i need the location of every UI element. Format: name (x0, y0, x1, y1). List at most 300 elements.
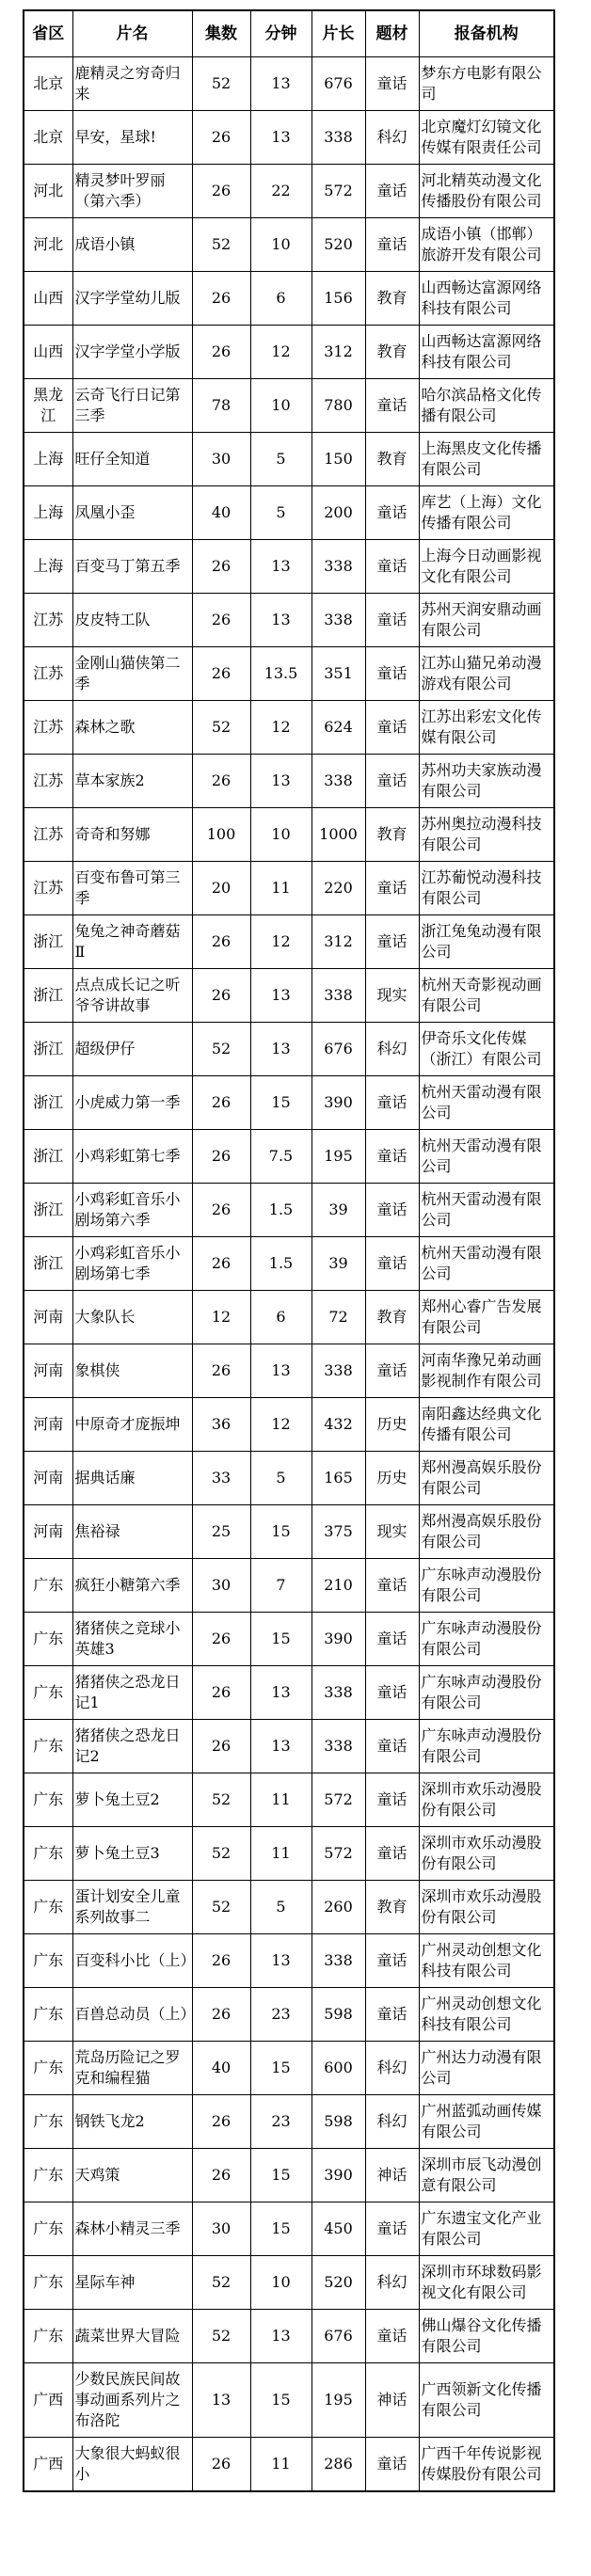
cell-title: 成语小镇 (72, 218, 192, 272)
cell-org: 杭州天奇影视动画有限公司 (419, 969, 554, 1023)
cell-episodes: 26 (192, 326, 250, 379)
cell-province: 浙江 (24, 1023, 72, 1076)
cell-length: 375 (311, 1505, 365, 1559)
cell-episodes: 26 (192, 2095, 250, 2149)
cell-episodes: 26 (192, 1934, 250, 1988)
cell-episodes: 52 (192, 1773, 250, 1827)
cell-genre: 科幻 (365, 2256, 419, 2310)
cell-org: 江苏山猫兄弟动漫游戏有限公司 (419, 647, 554, 701)
cell-genre: 童话 (365, 1184, 419, 1237)
cell-org: 广东咏声动漫股份有限公司 (419, 1666, 554, 1720)
cell-genre: 童话 (365, 1076, 419, 1130)
cell-episodes: 26 (192, 111, 250, 165)
cell-episodes: 26 (192, 1130, 250, 1184)
cell-province: 广东 (24, 2310, 72, 2363)
cell-length: 195 (311, 2363, 365, 2438)
cell-title: 猪猪侠之恐龙日记2 (72, 1720, 192, 1773)
cell-minutes: 5 (250, 486, 311, 540)
cell-title: 象棋侠 (72, 1344, 192, 1398)
cell-genre: 童话 (365, 1773, 419, 1827)
cell-episodes: 26 (192, 647, 250, 701)
cell-title: 钢铁飞龙2 (72, 2095, 192, 2149)
cell-title: 星际车神 (72, 2256, 192, 2310)
cell-length: 210 (311, 1559, 365, 1613)
cell-genre: 教育 (365, 808, 419, 862)
cell-length: 351 (311, 647, 365, 701)
cell-episodes: 26 (192, 2438, 250, 2492)
cell-minutes: 13 (250, 1720, 311, 1773)
cell-genre: 童话 (365, 486, 419, 540)
cell-length: 520 (311, 2256, 365, 2310)
cell-length: 600 (311, 2042, 365, 2095)
cell-episodes: 26 (192, 540, 250, 594)
cell-org: 广州灵动创想文化科技有限公司 (419, 1988, 554, 2042)
cell-minutes: 15 (250, 2202, 311, 2256)
cell-org: 深圳市环球数码影视文化有限公司 (419, 2256, 554, 2310)
cell-province: 广东 (24, 1773, 72, 1827)
cell-episodes: 26 (192, 915, 250, 969)
table-row (24, 808, 554, 862)
cell-episodes: 26 (192, 969, 250, 1023)
cell-province: 上海 (24, 433, 72, 486)
cell-length: 598 (311, 2095, 365, 2149)
cell-minutes: 15 (250, 2149, 311, 2202)
table-row (24, 1505, 554, 1559)
cell-province: 黑龙江 (24, 379, 72, 433)
cell-org: 上海黑皮文化传播有限公司 (419, 433, 554, 486)
table-row (24, 272, 554, 326)
cell-org: 郑州心睿广告发展有限公司 (419, 1291, 554, 1344)
cell-province: 江苏 (24, 594, 72, 647)
cell-org: 河南华豫兄弟动画影视制作有限公司 (419, 1344, 554, 1398)
cell-title: 小鸡彩虹音乐小剧场第七季 (72, 1237, 192, 1291)
cell-episodes: 52 (192, 218, 250, 272)
cell-province: 山西 (24, 326, 72, 379)
column-header-minutes: 分钟 (250, 10, 311, 57)
cell-length: 338 (311, 1934, 365, 1988)
table-row (24, 1184, 554, 1237)
cell-org: 梦东方电影有限公司 (419, 57, 554, 111)
cell-province: 山西 (24, 272, 72, 326)
cell-province: 广东 (24, 2042, 72, 2095)
cell-length: 598 (311, 1988, 365, 2042)
cell-genre: 教育 (365, 326, 419, 379)
table-row (24, 540, 554, 594)
cell-org: 广西领新文化传播有限公司 (419, 2363, 554, 2438)
cell-org: 郑州漫高娱乐股份有限公司 (419, 1452, 554, 1505)
table-row (24, 1398, 554, 1452)
table-row (24, 326, 554, 379)
table-body (24, 57, 554, 2492)
cell-province: 广东 (24, 1988, 72, 2042)
cell-episodes: 100 (192, 808, 250, 862)
table-row (24, 1452, 554, 1505)
cell-minutes: 6 (250, 272, 311, 326)
cell-genre: 童话 (365, 1237, 419, 1291)
cell-minutes: 12 (250, 701, 311, 755)
cell-episodes: 26 (192, 2149, 250, 2202)
column-header-genre: 题材 (365, 10, 419, 57)
cell-title: 凤凰小歪 (72, 486, 192, 540)
cell-title: 汉字学堂幼儿版 (72, 272, 192, 326)
table-row (24, 2202, 554, 2256)
cell-episodes: 26 (192, 165, 250, 218)
cell-minutes: 13 (250, 1023, 311, 1076)
cell-org: 山西畅达富源网络科技有限公司 (419, 272, 554, 326)
cell-genre: 童话 (365, 2438, 419, 2492)
cell-genre: 童话 (365, 1613, 419, 1666)
cell-minutes: 10 (250, 379, 311, 433)
cell-minutes: 15 (250, 1076, 311, 1130)
cell-genre: 童话 (365, 1720, 419, 1773)
cell-minutes: 12 (250, 915, 311, 969)
cell-minutes: 5 (250, 1881, 311, 1934)
cell-province: 江苏 (24, 701, 72, 755)
cell-title: 皮皮特工队 (72, 594, 192, 647)
cell-province: 广西 (24, 2438, 72, 2492)
cell-genre: 神话 (365, 2149, 419, 2202)
cell-title: 荒岛历险记之罗克和编程猫 (72, 2042, 192, 2095)
cell-minutes: 10 (250, 218, 311, 272)
cell-genre: 科幻 (365, 2095, 419, 2149)
column-header-episodes: 集数 (192, 10, 250, 57)
cell-genre: 现实 (365, 969, 419, 1023)
cell-length: 150 (311, 433, 365, 486)
table-row (24, 1613, 554, 1666)
cell-genre: 教育 (365, 433, 419, 486)
cell-minutes: 10 (250, 808, 311, 862)
table-header (24, 10, 554, 57)
cell-province: 浙江 (24, 1130, 72, 1184)
cell-title: 少数民族民间故事动画系列片之布洛陀 (72, 2363, 192, 2438)
table-row (24, 1666, 554, 1720)
cell-episodes: 52 (192, 701, 250, 755)
table-row (24, 755, 554, 808)
cell-title: 森林小精灵三季 (72, 2202, 192, 2256)
cell-length: 676 (311, 57, 365, 111)
cell-org: 广东咏声动漫股份有限公司 (419, 1720, 554, 1773)
cell-minutes: 13 (250, 755, 311, 808)
table-row (24, 165, 554, 218)
cell-minutes: 15 (250, 1505, 311, 1559)
cell-title: 云奇飞行日记第三季 (72, 379, 192, 433)
cell-org: 杭州天雷动漫有限公司 (419, 1130, 554, 1184)
table-row (24, 1773, 554, 1827)
cell-genre: 童话 (365, 165, 419, 218)
cell-province: 浙江 (24, 1076, 72, 1130)
cell-minutes: 12 (250, 1398, 311, 1452)
cell-minutes: 13.5 (250, 647, 311, 701)
cell-genre: 童话 (365, 647, 419, 701)
cell-episodes: 26 (192, 1988, 250, 2042)
cell-length: 195 (311, 1130, 365, 1184)
cell-genre: 童话 (365, 1827, 419, 1881)
cell-title: 早安，星球! (72, 111, 192, 165)
cell-length: 72 (311, 1291, 365, 1344)
cell-province: 广东 (24, 1827, 72, 1881)
cell-province: 浙江 (24, 969, 72, 1023)
cell-province: 广东 (24, 2095, 72, 2149)
cell-episodes: 26 (192, 1237, 250, 1291)
cell-genre: 童话 (365, 1988, 419, 2042)
table-row (24, 218, 554, 272)
table-row (24, 701, 554, 755)
cell-genre: 童话 (365, 755, 419, 808)
cell-genre: 童话 (365, 862, 419, 915)
cell-minutes: 15 (250, 2363, 311, 2438)
cell-org: 河北精英动漫文化传播股份有限公司 (419, 165, 554, 218)
cell-title: 猪猪侠之恐龙日记1 (72, 1666, 192, 1720)
table-row (24, 1881, 554, 1934)
cell-episodes: 30 (192, 2202, 250, 2256)
cell-province: 浙江 (24, 915, 72, 969)
cell-title: 蔬菜世界大冒险 (72, 2310, 192, 2363)
cell-episodes: 52 (192, 2310, 250, 2363)
cell-genre: 童话 (365, 1559, 419, 1613)
cell-org: 北京魔灯幻镜文化传媒有限责任公司 (419, 111, 554, 165)
cell-episodes: 30 (192, 433, 250, 486)
cell-title: 百变布鲁可第三季 (72, 862, 192, 915)
cell-length: 165 (311, 1452, 365, 1505)
cell-genre: 神话 (365, 2363, 419, 2438)
cell-title: 森林之歌 (72, 701, 192, 755)
cell-length: 520 (311, 218, 365, 272)
column-header-org: 报备机构 (419, 10, 554, 57)
cell-minutes: 11 (250, 1827, 311, 1881)
cell-org: 浙江兔兔动漫有限公司 (419, 915, 554, 969)
cell-province: 江苏 (24, 808, 72, 862)
table-row (24, 2363, 554, 2438)
cell-title: 奇奇和努娜 (72, 808, 192, 862)
cell-title: 点点成长记之听爷爷讲故事 (72, 969, 192, 1023)
cell-length: 338 (311, 1720, 365, 1773)
cell-province: 广东 (24, 1559, 72, 1613)
cell-minutes: 1.5 (250, 1184, 311, 1237)
cell-minutes: 11 (250, 2438, 311, 2492)
table-row (24, 915, 554, 969)
column-header-length: 片长 (311, 10, 365, 57)
cell-length: 156 (311, 272, 365, 326)
cell-province: 江苏 (24, 862, 72, 915)
cell-length: 338 (311, 594, 365, 647)
cell-minutes: 15 (250, 2042, 311, 2095)
cell-org: 郑州漫高娱乐股份有限公司 (419, 1505, 554, 1559)
cell-length: 450 (311, 2202, 365, 2256)
cell-episodes: 26 (192, 755, 250, 808)
cell-genre: 童话 (365, 1934, 419, 1988)
header-row (24, 10, 554, 57)
cell-genre: 历史 (365, 1398, 419, 1452)
cell-minutes: 23 (250, 2095, 311, 2149)
cell-title: 兔兔之神奇蘑菇Ⅱ (72, 915, 192, 969)
table-row (24, 862, 554, 915)
cell-org: 广西千年传说影视传媒股份有限公司 (419, 2438, 554, 2492)
cell-title: 大象很大蚂蚁很小 (72, 2438, 192, 2492)
cell-title: 汉字学堂小学版 (72, 326, 192, 379)
cell-province: 河北 (24, 218, 72, 272)
table-row (24, 111, 554, 165)
cell-length: 338 (311, 969, 365, 1023)
cell-org: 江苏出彩宏文化传媒有限公司 (419, 701, 554, 755)
cell-org: 广州达力动漫有限公司 (419, 2042, 554, 2095)
cell-title: 鹿精灵之穷奇归来 (72, 57, 192, 111)
table-row (24, 1130, 554, 1184)
cell-title: 旺仔全知道 (72, 433, 192, 486)
cell-org: 苏州天润安鼎动画有限公司 (419, 594, 554, 647)
table-row (24, 2042, 554, 2095)
column-header-title: 片名 (72, 10, 192, 57)
cell-minutes: 11 (250, 1773, 311, 1827)
cell-org: 广东遗宝文化产业有限公司 (419, 2202, 554, 2256)
cell-episodes: 52 (192, 1023, 250, 1076)
cell-length: 338 (311, 1344, 365, 1398)
cell-title: 焦裕禄 (72, 1505, 192, 1559)
cell-episodes: 26 (192, 1184, 250, 1237)
table-row (24, 433, 554, 486)
cell-length: 572 (311, 1827, 365, 1881)
cell-genre: 现实 (365, 1505, 419, 1559)
cell-org: 苏州功夫家族动漫有限公司 (419, 755, 554, 808)
cell-genre: 教育 (365, 272, 419, 326)
cell-episodes: 52 (192, 57, 250, 111)
cell-province: 上海 (24, 540, 72, 594)
cell-org: 杭州天雷动漫有限公司 (419, 1076, 554, 1130)
cell-province: 广西 (24, 2363, 72, 2438)
cell-province: 广东 (24, 1666, 72, 1720)
cell-province: 广东 (24, 1881, 72, 1934)
cell-length: 312 (311, 915, 365, 969)
cell-length: 338 (311, 111, 365, 165)
cell-episodes: 26 (192, 272, 250, 326)
table-row (24, 1559, 554, 1613)
cell-org: 苏州奥拉动漫科技有限公司 (419, 808, 554, 862)
cell-episodes: 26 (192, 1613, 250, 1666)
cell-province: 广东 (24, 2202, 72, 2256)
cell-title: 小鸡彩虹音乐小剧场第六季 (72, 1184, 192, 1237)
cell-minutes: 5 (250, 433, 311, 486)
cell-genre: 科幻 (365, 1023, 419, 1076)
cell-minutes: 13 (250, 594, 311, 647)
cell-province: 广东 (24, 2256, 72, 2310)
cell-length: 200 (311, 486, 365, 540)
cell-episodes: 36 (192, 1398, 250, 1452)
cell-province: 江苏 (24, 755, 72, 808)
cell-length: 338 (311, 540, 365, 594)
table-row (24, 594, 554, 647)
cell-length: 220 (311, 862, 365, 915)
cell-org: 深圳市欢乐动漫股份有限公司 (419, 1881, 554, 1934)
cell-province: 河南 (24, 1398, 72, 1452)
cell-org: 广州蓝弧动画传媒有限公司 (419, 2095, 554, 2149)
cell-province: 河南 (24, 1505, 72, 1559)
cell-episodes: 30 (192, 1559, 250, 1613)
table-row (24, 57, 554, 111)
table-row (24, 2310, 554, 2363)
cell-genre: 童话 (365, 2310, 419, 2363)
cell-minutes: 15 (250, 1613, 311, 1666)
cell-org: 深圳市欢乐动漫股份有限公司 (419, 1773, 554, 1827)
cell-length: 39 (311, 1237, 365, 1291)
cell-org: 广州灵动创想文化科技有限公司 (419, 1934, 554, 1988)
cell-length: 338 (311, 755, 365, 808)
cell-minutes: 13 (250, 57, 311, 111)
cell-length: 1000 (311, 808, 365, 862)
cell-org: 杭州天雷动漫有限公司 (419, 1237, 554, 1291)
cell-length: 39 (311, 1184, 365, 1237)
cell-minutes: 13 (250, 1934, 311, 1988)
cell-minutes: 1.5 (250, 1237, 311, 1291)
cell-episodes: 26 (192, 1720, 250, 1773)
cell-title: 小虎威力第一季 (72, 1076, 192, 1130)
cell-length: 286 (311, 2438, 365, 2492)
cell-province: 广东 (24, 1934, 72, 1988)
cell-org: 江苏葡悦动漫科技有限公司 (419, 862, 554, 915)
cell-province: 上海 (24, 486, 72, 540)
cell-episodes: 13 (192, 2363, 250, 2438)
cell-length: 676 (311, 1023, 365, 1076)
cell-length: 432 (311, 1398, 365, 1452)
cell-province: 河北 (24, 165, 72, 218)
cell-length: 390 (311, 1613, 365, 1666)
cell-org: 库艺（上海）文化传播有限公司 (419, 486, 554, 540)
cell-genre: 童话 (365, 1130, 419, 1184)
table-row (24, 1827, 554, 1881)
table-row (24, 1291, 554, 1344)
cell-genre: 童话 (365, 2202, 419, 2256)
cell-genre: 历史 (365, 1452, 419, 1505)
table-row (24, 647, 554, 701)
cell-genre: 童话 (365, 1344, 419, 1398)
cell-episodes: 26 (192, 1076, 250, 1130)
cell-province: 北京 (24, 57, 72, 111)
cell-org: 南阳鑫达经典文化传播有限公司 (419, 1398, 554, 1452)
table-row (24, 2149, 554, 2202)
cell-org: 佛山爆谷文化传播有限公司 (419, 2310, 554, 2363)
table-row (24, 1076, 554, 1130)
cell-length: 260 (311, 1881, 365, 1934)
cell-province: 广东 (24, 2149, 72, 2202)
cell-org: 山西畅达富源网络科技有限公司 (419, 326, 554, 379)
cell-org: 广东咏声动漫股份有限公司 (419, 1559, 554, 1613)
cell-title: 蛋计划安全儿童系列故事二 (72, 1881, 192, 1934)
cell-episodes: 12 (192, 1291, 250, 1344)
cell-title: 中原奇才庞振坤 (72, 1398, 192, 1452)
cell-length: 572 (311, 165, 365, 218)
cell-org: 深圳市辰飞动漫创意有限公司 (419, 2149, 554, 2202)
cell-title: 超级伊仔 (72, 1023, 192, 1076)
cell-episodes: 20 (192, 862, 250, 915)
cell-title: 百兽总动员（上） (72, 1988, 192, 2042)
cell-minutes: 13 (250, 2310, 311, 2363)
cell-genre: 童话 (365, 379, 419, 433)
cell-org: 杭州天雷动漫有限公司 (419, 1184, 554, 1237)
cell-org: 深圳市欢乐动漫股份有限公司 (419, 1827, 554, 1881)
cell-province: 广东 (24, 1613, 72, 1666)
cell-minutes: 10 (250, 2256, 311, 2310)
cell-title: 精灵梦叶罗丽（第六季） (72, 165, 192, 218)
cell-org: 成语小镇（邯郸）旅游开发有限公司 (419, 218, 554, 272)
table-row (24, 2438, 554, 2492)
cell-org: 上海今日动画影视文化有限公司 (419, 540, 554, 594)
table-row (24, 969, 554, 1023)
table-row (24, 2095, 554, 2149)
cell-episodes: 52 (192, 1827, 250, 1881)
cell-minutes: 11 (250, 862, 311, 915)
cell-length: 780 (311, 379, 365, 433)
cell-province: 河南 (24, 1291, 72, 1344)
cell-genre: 童话 (365, 57, 419, 111)
cell-minutes: 23 (250, 1988, 311, 2042)
